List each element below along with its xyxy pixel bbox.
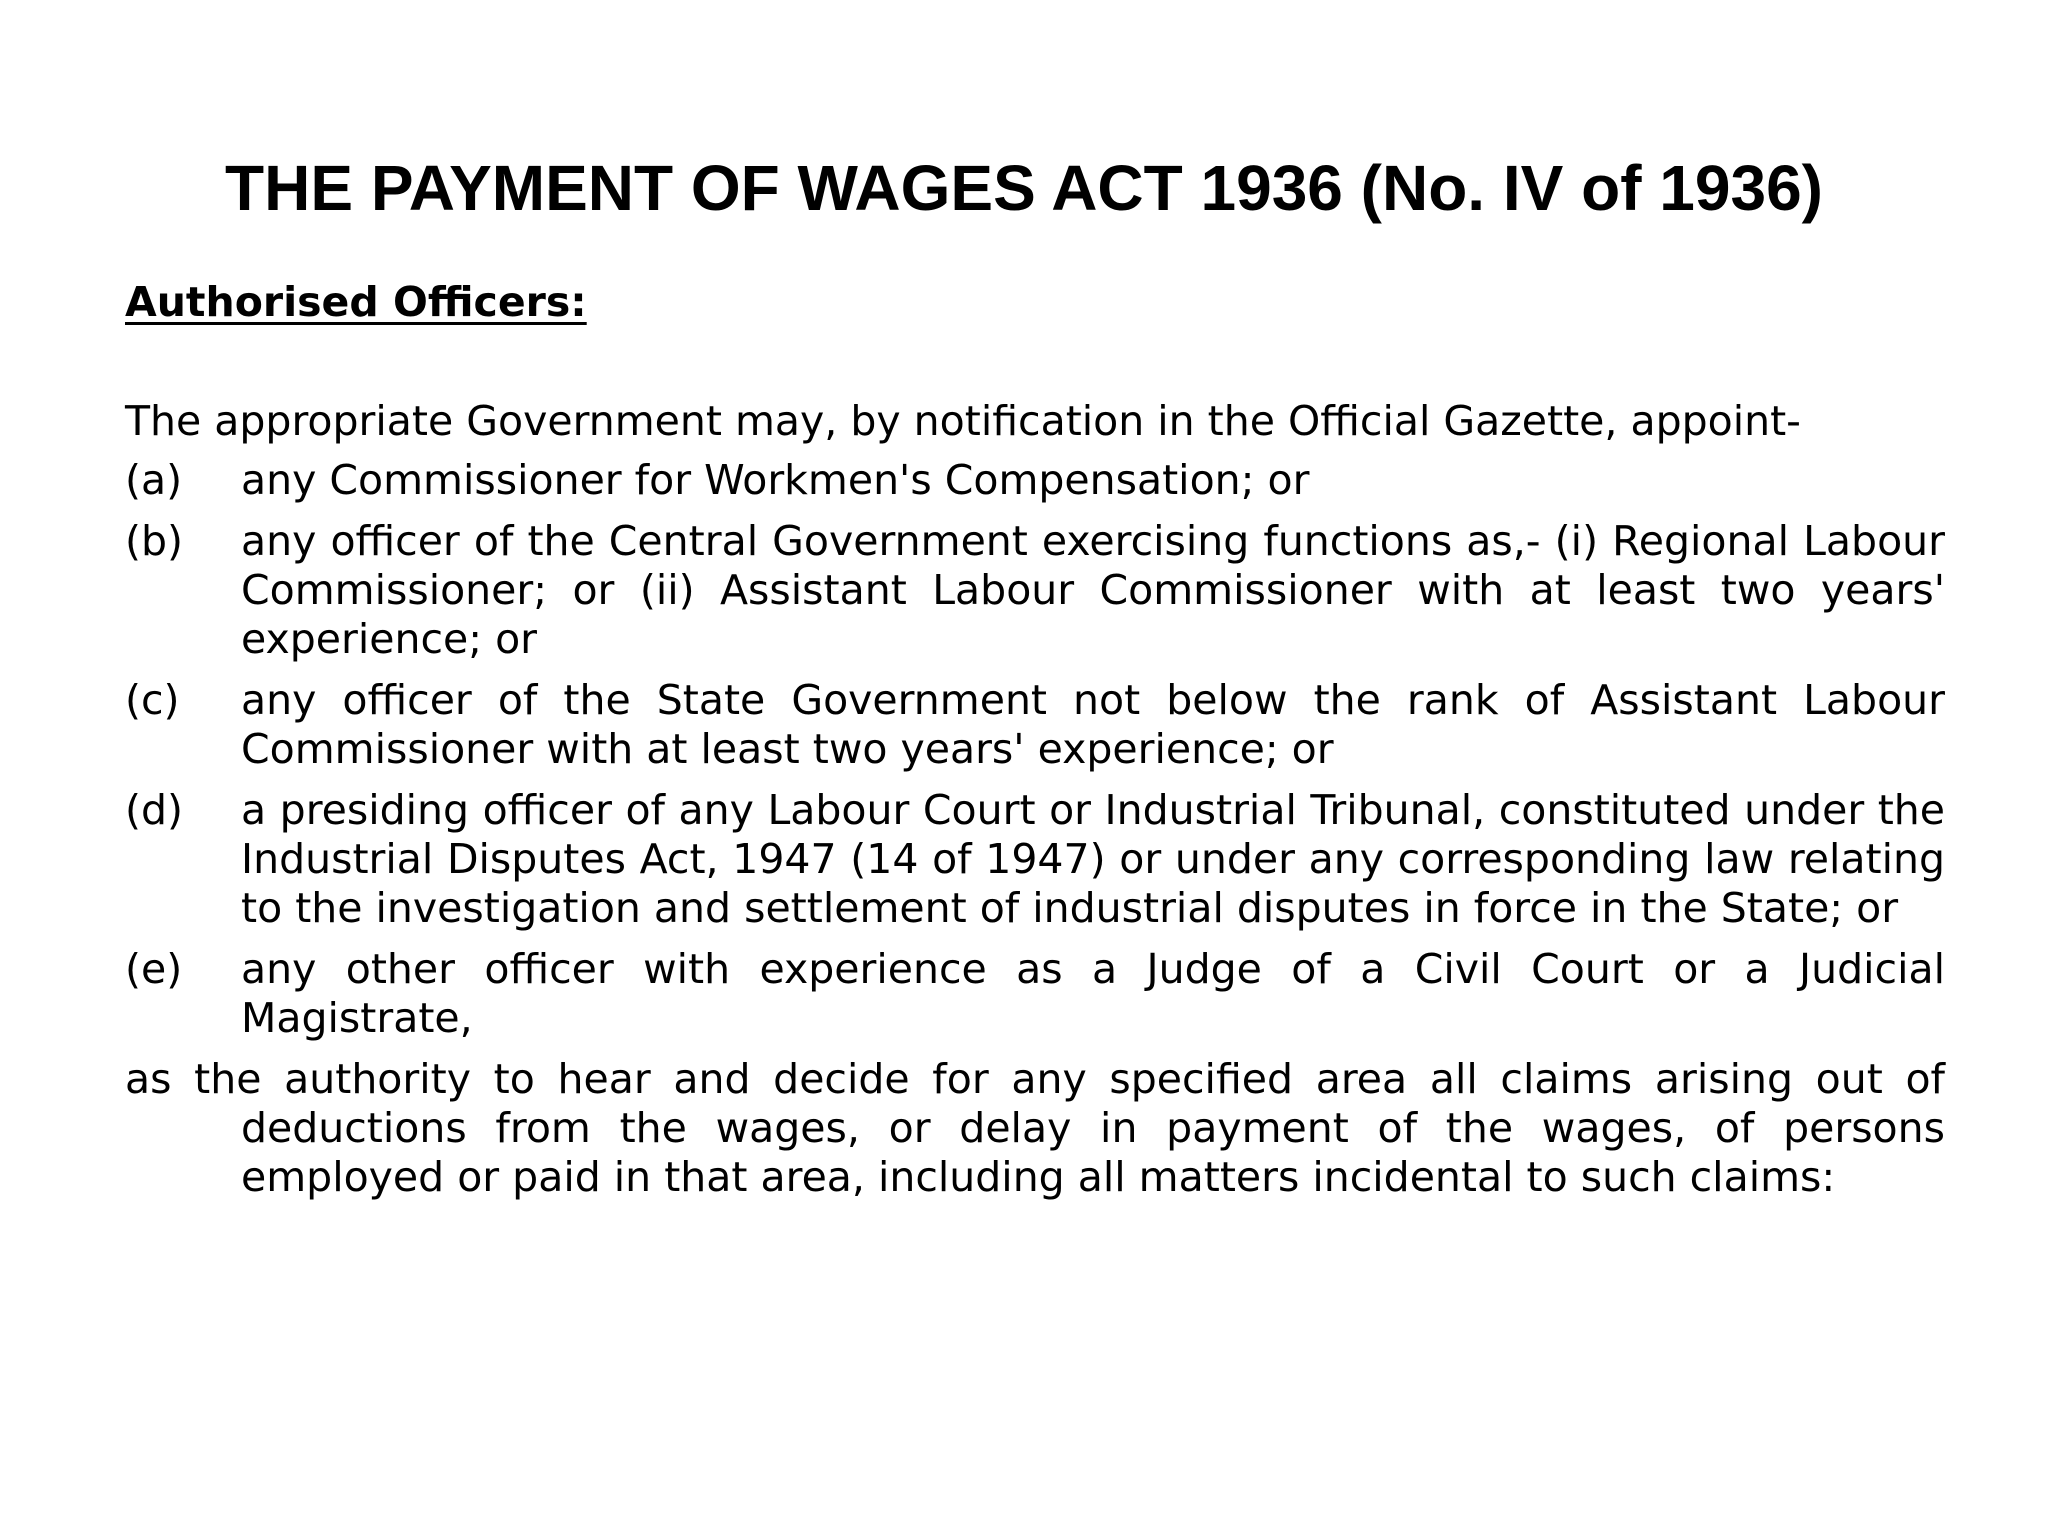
- clause-label: (b): [125, 517, 184, 565]
- clause-b: [125, 517, 1945, 664]
- clause-text: any officer of the State Government not below the rank of Assistant Labour Commissioner with at least two years' experience; or: [241, 676, 1945, 773]
- slide-title: THE PAYMENT OF WAGES ACT 1936 (No. IV of 1936): [225, 152, 1823, 224]
- section-heading: Authorised Officers:: [125, 278, 587, 326]
- intro-paragraph: The appropriate Government may, by notification in the Official Gazette, appoint-: [125, 397, 1801, 445]
- clause-text: a presiding officer of any Labour Court or Industrial Tribunal, constituted under the Industrial Disputes Act, 1947 (14 of 1947) or under any corresponding law relating to the investigation and settlement of industrial disputes in force in the State; or: [241, 786, 1945, 932]
- clause-text: any other officer with experience as a Judge of a Civil Court or a Judicial Magistrate,: [241, 945, 1945, 1042]
- clause-d: [125, 786, 1945, 933]
- clause-c: [125, 676, 1945, 774]
- clause-label: (d): [125, 786, 184, 834]
- clause-e: [125, 945, 1945, 1043]
- clause-label: (e): [125, 945, 183, 993]
- clause-text: any officer of the Central Government exercising functions as,- (i) Regional Labour Commissioner; or (ii) Assistant Labour Commissioner with at least two years' experience; or: [241, 517, 1945, 663]
- slide-content: [125, 278, 1945, 1202]
- clause-label: (c): [125, 676, 180, 724]
- closing-paragraph: as the authority to hear and decide for any specified area all claims arising out of deductions from the wages, or delay in payment of the wages, of persons employed or paid in that area, including all matters incidental to such claims:: [125, 1055, 1945, 1201]
- clause-a: [125, 456, 1945, 505]
- clause-label: (a): [125, 456, 183, 504]
- clause-text: any Commissioner for Workmen's Compensation; or: [241, 456, 1310, 504]
